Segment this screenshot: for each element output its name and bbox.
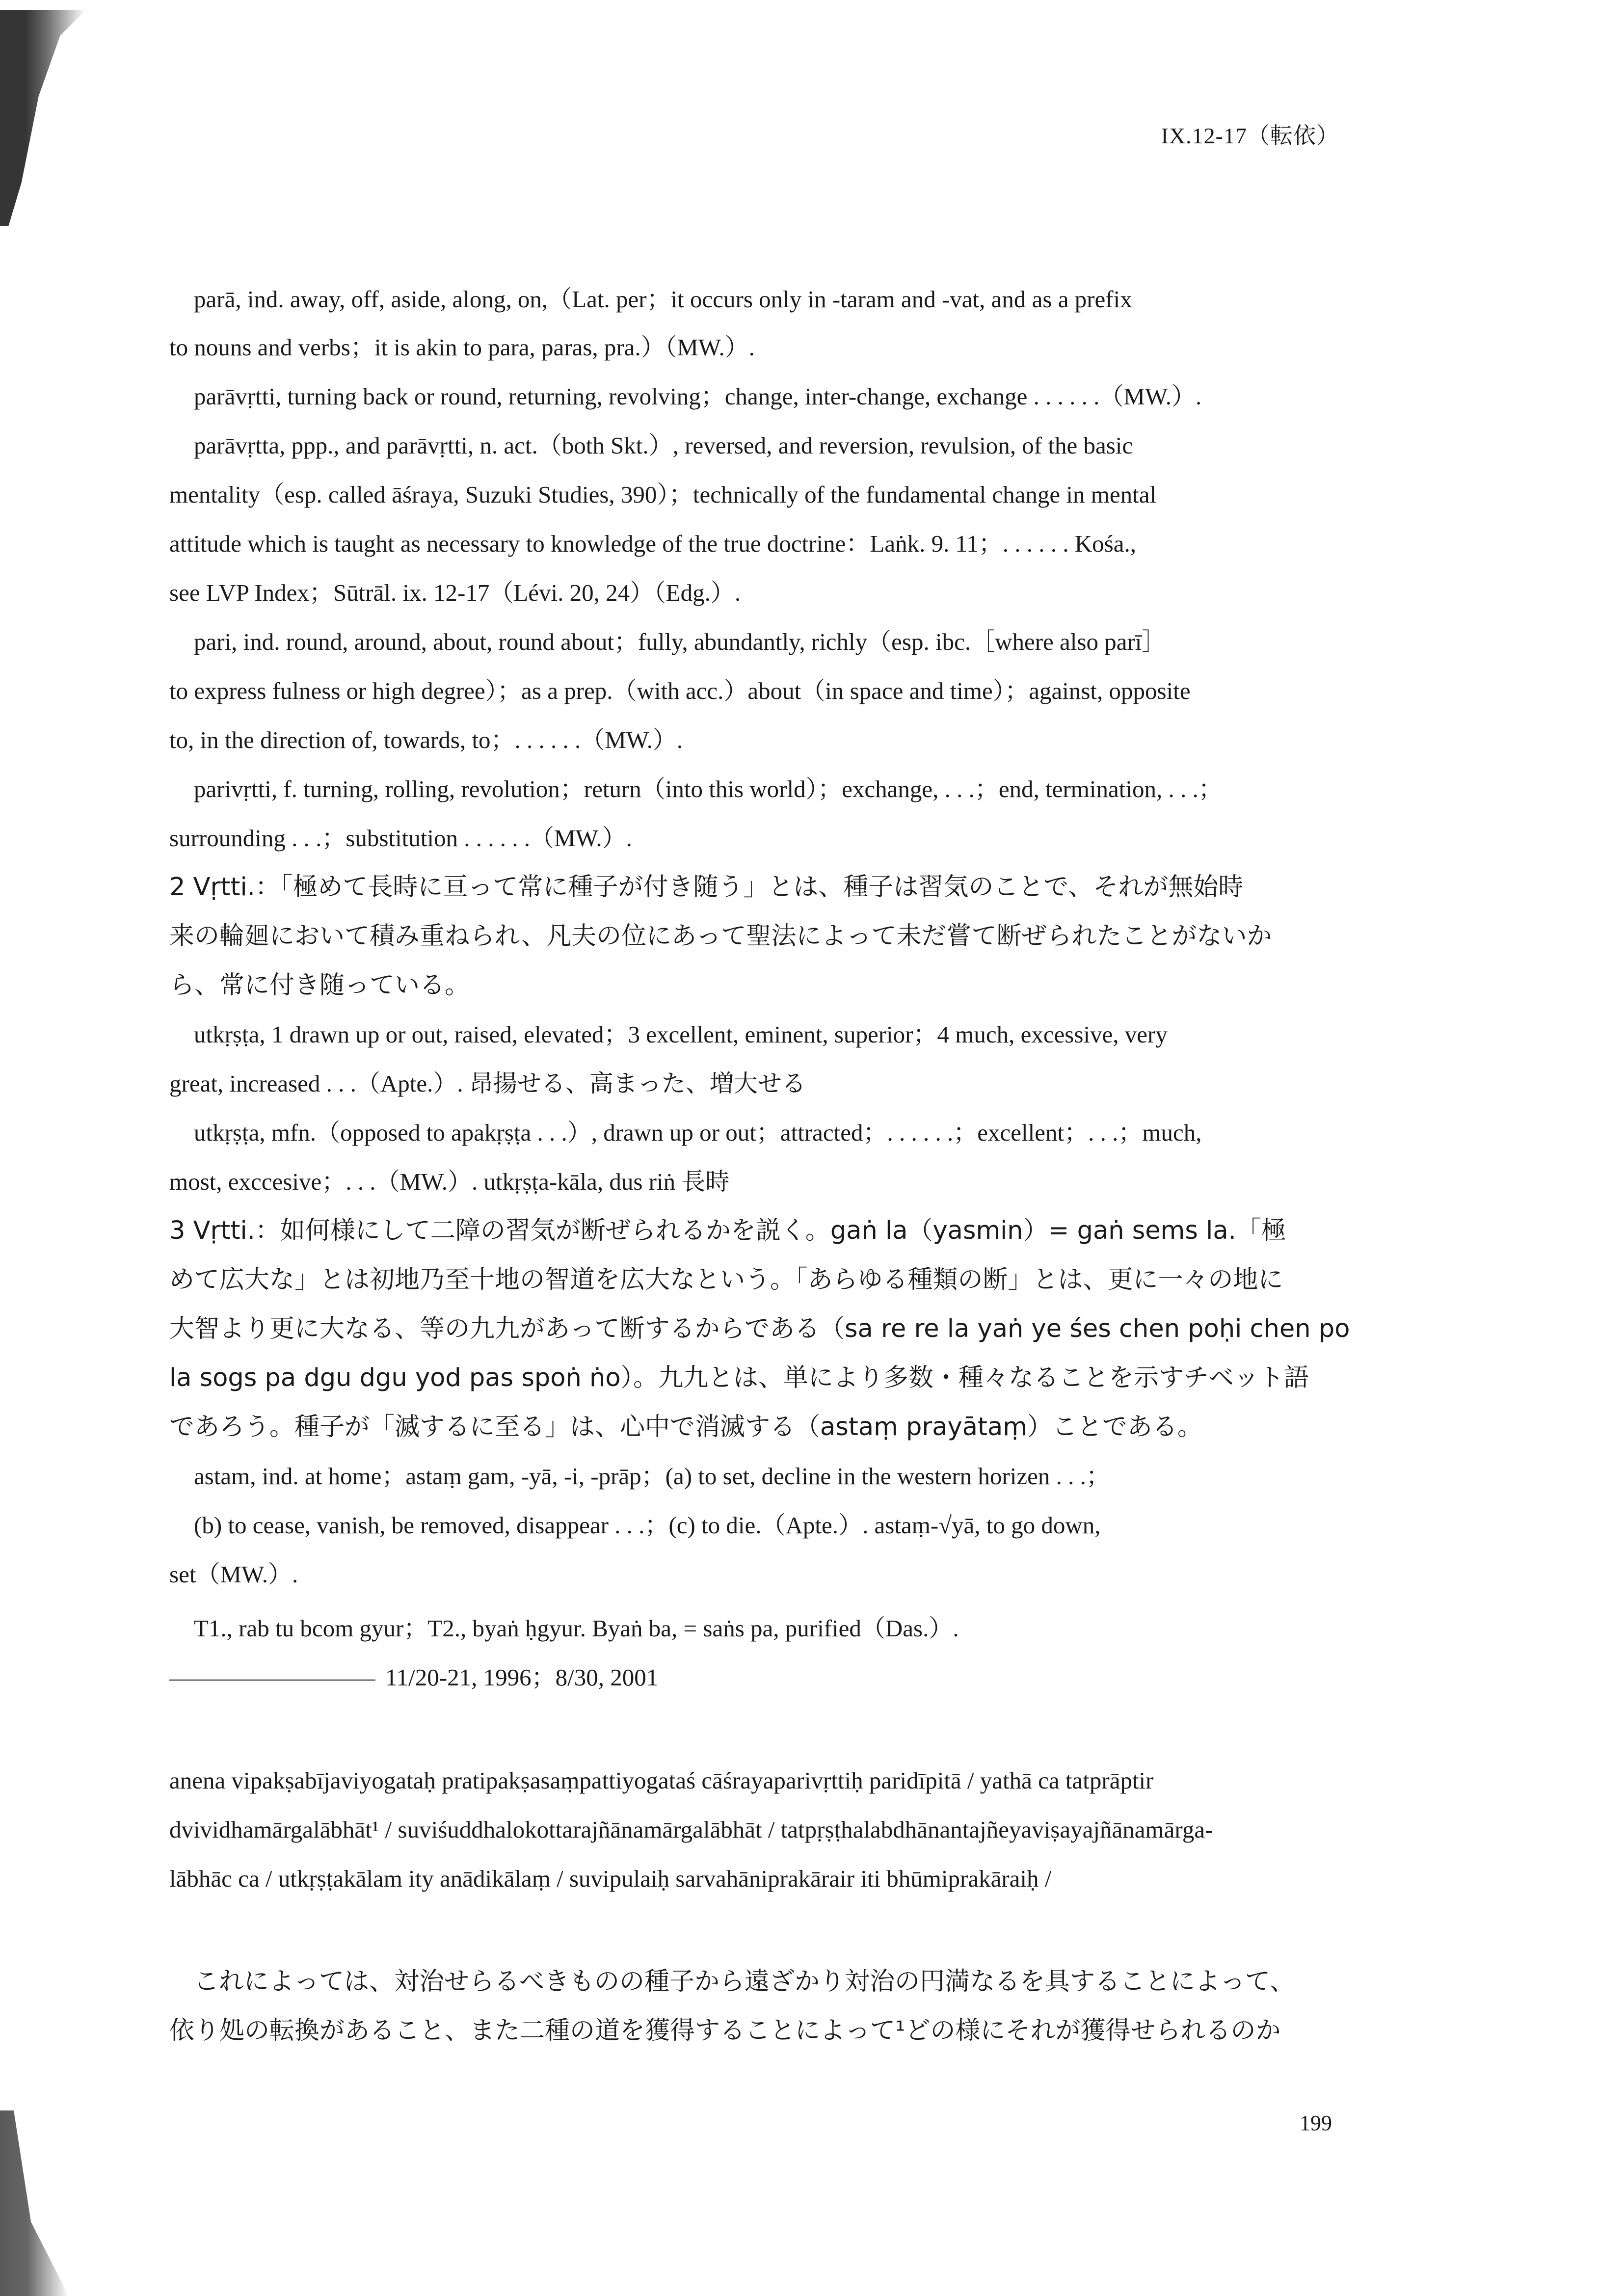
text-line: (b) to cease, vanish, be removed, disappear . . .；(c) to die.（Apte.）. astaṃ-√yā, to go down, — [194, 1512, 1101, 1539]
text-line: ら、常に付き随っている。 — [169, 971, 470, 1000]
text-line: see LVP Index；Sūtrāl. ix. 12-17（Lévi. 20, 24）（Edg.）. — [169, 579, 741, 606]
text-line: parivṛtti, f. turning, rolling, revolution；return（into this world）；exchange, . . .；end, termination, . . .； — [194, 775, 1223, 802]
scan-shadow-bottom — [0, 2110, 69, 2296]
scan-shadow-top — [0, 10, 86, 226]
text-line: 依り処の転換があること、また二種の道を獲得することによって¹どの様にそれが獲得せられるのか — [169, 2016, 1281, 2045]
text-line: であろう。種子が「滅するに至る」は、心中で消滅する（astaṃ prayātaṃ）ことである。 — [169, 1413, 1202, 1442]
text-line: dvividhamārgalābhāt¹ / suviśuddhalokottarajñānamārgalābhāt / tatpṛṣṭhalabdhānantajñeyaviṣayajñānamārga- — [169, 1816, 1213, 1843]
text-line: 大智より更に大なる、等の九九があって断するからである（sa re re la yaṅ ye śes chen poḥi chen po — [169, 1314, 1350, 1343]
horizontal-rule — [169, 1680, 375, 1681]
text-line: to nouns and verbs；it is akin to para, paras, pra.）（MW.）. — [169, 334, 755, 361]
text-line: attitude which is taught as necessary to knowledge of the true doctrine：Laṅk. 9. 11；. . . . . . Kośa., — [169, 530, 1136, 557]
text-line: to express fulness or high degree）；as a prep.（with acc.）about（in space and time）；against, opposite — [169, 677, 1191, 704]
text-line: la sogs pa dgu dgu yod pas spoṅ ṅo）。九九とは、単により多数・種々なることを示すチベット語 — [169, 1363, 1309, 1392]
text-line: T1., rab tu bcom gyur；T2., byaṅ ḥgyur. Byaṅ ba, = saṅs pa, purified（Das.）. — [194, 1615, 959, 1642]
text-line: pari, ind. round, around, about, round about；fully, abundantly, richly（esp. ibc.［where also parī］ — [194, 628, 1166, 655]
text-line: parāvṛtti, turning back or round, returning, revolving；change, inter-change, exchange . . . . . .（MW.）. — [194, 383, 1202, 410]
text-line: parā, ind. away, off, aside, along, on,（Lat. per；it occurs only in -taram and -vat, and as a prefix — [194, 286, 1132, 313]
text-line: lābhāc ca / utkṛṣṭakālam ity anādikālaṃ / suvipulaiḥ sarvahāniprakārair iti bhūmiprakāraiḥ / — [169, 1865, 1052, 1892]
text-line: great, increased . . .（Apte.）. 昂揚せる、高まった、増大せる — [169, 1070, 806, 1097]
text-line: anena vipakṣabījaviyogataḥ pratipakṣasaṃpattiyogataś cāśrayaparivṛttiḥ paridīpitā / yathā ca tatprāptir — [169, 1767, 1154, 1794]
text-line: 2 Vṛtti.：「極めて長時に亘って常に種子が付き随う」とは、種子は習気のことで、それが無始時 — [169, 873, 1244, 902]
text-line: utkṛṣṭa, 1 drawn up or out, raised, elevated；3 excellent, eminent, superior；4 much, excessive, very — [194, 1021, 1168, 1048]
text-line: set（MW.）. — [169, 1561, 298, 1588]
text-line: astam, ind. at home；astaṃ gam, -yā, -i, -prāp；(a) to set, decline in the western horizen . . .； — [194, 1463, 1110, 1490]
running-head: IX.12-17（転依） — [1161, 123, 1339, 148]
text-line: utkṛṣṭa, mfn.（opposed to apakṛṣṭa . . .）, drawn up or out；attracted；. . . . . .；excellent；. . .；much, — [194, 1119, 1202, 1146]
text-line: to, in the direction of, towards, to；. . . . . .（MW.）. — [169, 726, 683, 753]
text-line: parāvṛtta, ppp., and parāvṛtti, n. act.（both Skt.）, reversed, and reversion, revulsion, of the basic — [194, 432, 1133, 459]
text-line: surrounding . . .；substitution . . . . . .（MW.）. — [169, 825, 632, 852]
text-line: めて広大な」とは初地乃至十地の智道を広大なという。「あらゆる種類の断」とは、更に一々の地に — [169, 1265, 1283, 1294]
text-line: most, exccesive；. . .（MW.）. utkṛṣṭa-kāla, dus riṅ 長時 — [169, 1168, 730, 1195]
text-line: 3 Vṛtti.：如何様にして二障の習気が断ぜられるかを説く。gaṅ la（yasmin）= gaṅ sems la.「極 — [169, 1216, 1286, 1245]
date-line — [169, 1663, 1328, 1692]
text-line: 来の輪廻において積み重ねられ、凡夫の位にあって聖法によって未だ嘗て断ぜられたことがないか — [169, 922, 1272, 951]
text-line: mentality（esp. called āśraya, Suzuki Studies, 390）；technically of the fundamental change in mental — [169, 481, 1157, 508]
text-line: これによっては、対治せらるべきものの種子から遠ざかり対治の円満なるを具することによって、 — [194, 1967, 1295, 1996]
page-number: 199 — [1300, 2111, 1332, 2135]
date-text: 11/20-21, 1996；8/30, 2001 — [385, 1664, 659, 1691]
